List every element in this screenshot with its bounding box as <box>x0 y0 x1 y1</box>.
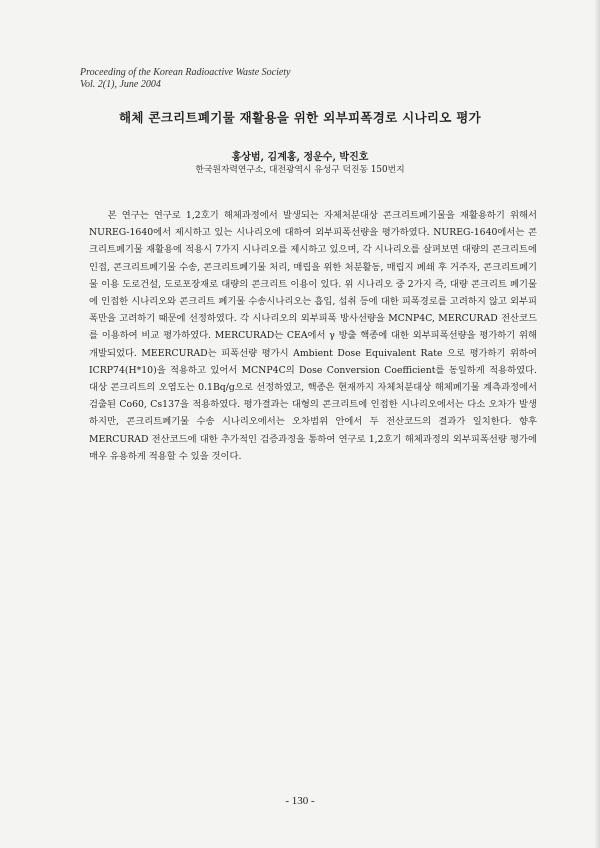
affiliation: 한국원자력연구소, 대전광역시 유성구 덕진동 150번지 <box>195 165 405 175</box>
abstract <box>89 207 537 465</box>
page-number: - 130 - <box>285 795 315 807</box>
abstract-text: 본 연구는 연구로 1,2호기 해체과정에서 발생되는 자체처분대상 콘크리트폐기물을 재활용하기 위해서 NUREG-1640에서 제시하고 있는 시나리오에 대하여 외부피폭선량을 평가하였다. NUREG-1640에서는 콘크리트폐기물 재활용에 적용시 7가지 시나리오를 제시하고 있으며, 각 시나리오를 살펴보면 대량의 콘크리트에 인접, 콘크리트폐기물 수송, 콘크리트폐기물 처리, 매립을 위한 처분활동, 매립지 폐쇄 후 거주자, 콘크리트폐기물 이용 도로건설, 도로포장재로 대량의 콘크리트 이용이 있다. 위 시나리오 중 2가지 즉, 대량 콘크리트 폐기물에 인접한 시나리오와 콘크리트 폐기물 수송시나리오는 흡입, 섭취 등에 대한 피폭경로를 고려하지 않고 외부피폭만을 고려하기 때문에 선정하였다. 각 시나리오의 외부피폭 방사선량을 MCNP4C, MERCURAD 전산코드를 이용하여 비교 평가하였다. MERCURAD는 CEA에서 γ 방출 핵종에 대한 외부피폭선량을 평가하기 위해 개발되었다. MEERCURAD는 피폭선량 평가시 Ambient Dose Equivalent Rate 으로 평가하기 위하여 ICRP74(H*10)을 적용하고 있어서 MCNP4C의 Dose Conversion Coefficient를 동일하게 적용하였다. 대상 콘크리트의 오염도는 0.1Bq/g으로 선정하였고, 핵종은 현재까지 자체처분대상 해체폐기물 계측과정에서 검출된 Co60, Cs137을 적용하였다. 평가결과는 대형의 콘크리트에 인접한 시나리오에서는 다소 오차가 발생하지만, 콘크리트폐기물 수송 시나리오에서는 오차범위 안에서 두 전산코드의 결과가 일치한다. 향후 MERCURAD 전산코드에 대한 추가적인 검증과정을 통하여 연구로 1,2호기 해체과정의 외부피폭선량 평가에 매우 유용하게 적용할 수 있을 것이다. <box>89 210 537 462</box>
paper-title: 해체 콘크리트폐기물 재활용을 위한 외부피폭경로 시나리오 평가 <box>118 110 482 125</box>
journal-name: Proceeding of the Korean Radioactive Waste Society <box>80 67 291 78</box>
journal-header <box>80 67 291 91</box>
journal-volume: Vol. 2(1), June 2004 <box>80 79 161 90</box>
author-list: 홍상범, 김계홍, 정운수, 박진호 <box>231 152 369 163</box>
scan-edge-shadow <box>594 0 600 848</box>
